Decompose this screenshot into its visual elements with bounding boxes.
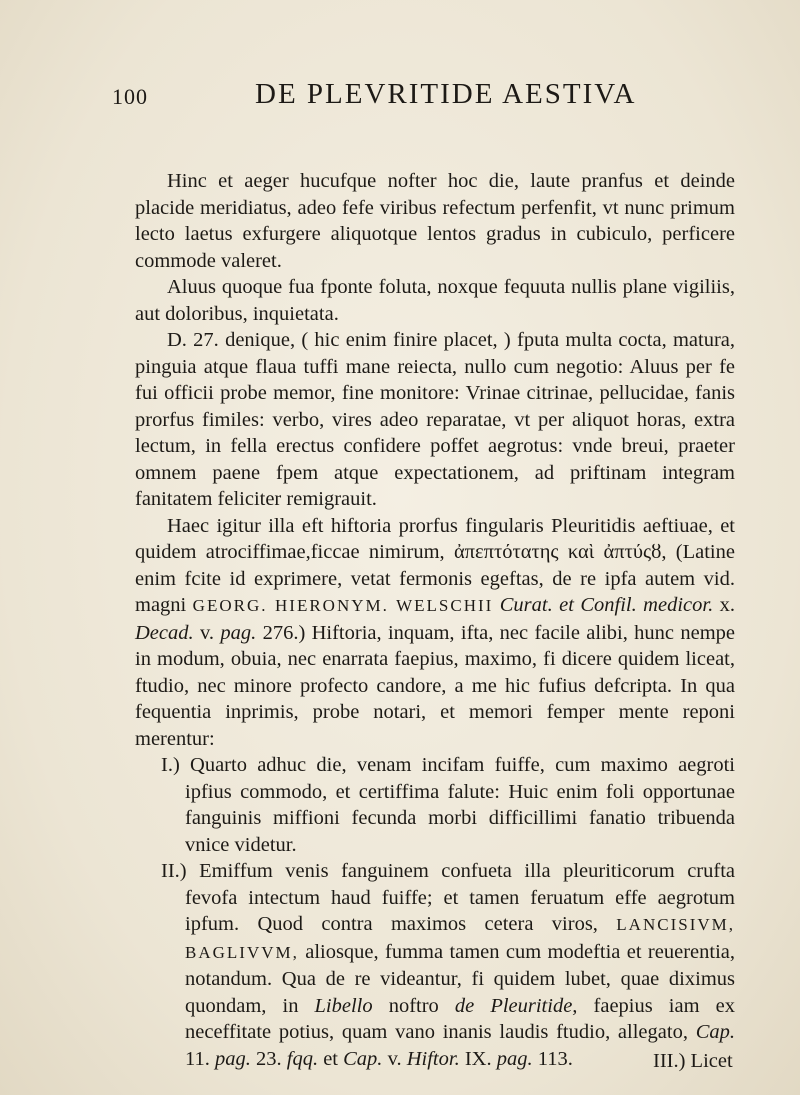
paragraph-4: Haec igitur illa eft hiftoria prorfus fingularis Pleuritidis aeftiuae, et quidem atrociffimae,ficcae nimirum, ἀπεπτότατης καὶ ἀπτύςȣ, (Latine enim fcite id exprimere, vetat fermonis egeftas, de re ipfa autem vid. magni GEORG. HIERONYM. WELSCHII Curat. et Confil. medicor. x. Decad. v. pag. 276.) Hiftoria, inquam, ifta, nec facile alibi, hunc nempe in modum, obuia, nec enarrata faepius, maximo, fi dicere quidem liceat, ftudio, nec minore profecto candore, a me hic fufius defcripta. In qua fequentia inprimis, probe notari, et memori femper mente reponi merentur: xyxy=(135,514,736,750)
greek-phrase: ἀπεπτότατης καὶ ἀπτύςȣ xyxy=(453,541,662,563)
author-name: GEORG. HIERONYM. WELSCHII xyxy=(192,596,494,615)
catchword: III.) Licet xyxy=(653,1050,733,1072)
page-header xyxy=(0,78,800,118)
list-item-2: II.) Emiffum venis fanguinem confueta illa pleuriticorum crufta fevofa intectum haud fuiffe; et tamen feruatum effe aegrotum ipfum. Quod contra maximos cetera viros, LANCISIVM, BAGLIVVM, aliosque, fumma tamen cum modeftia et reuerentia, notandum. Qua de re videantur, fi quidem lubet, quae diximus quondam, in Libello noftro de Pleuritide, faepius iam ex neceffitate potius, quam vano inanis laudis ftudio, allegato, Cap. 11. pag. 23. fqq. et Cap. v. Hiftor. IX. pag. 113. xyxy=(161,860,735,1070)
paragraph-1: Hinc et aeger hucufque nofter hoc die, laute pranfus et deinde placide meridiatus, adeo fefe viribus refectum perfenfit, vt nunc primum lecto laetus exfurgere aliquotque lentos gradus in cubiculo, perficere commode valeret. xyxy=(135,170,735,272)
list-item-1: I.) Quarto adhuc die, venam incifam fuiffe, cum maximo aegroti ipfius commodo, et certiffima falute: Huic enim foli opportunae fanguinis miffioni fecunda morbi difficillimi fanatio tribuenda vnice videtur. xyxy=(161,754,735,856)
page-number: 100 xyxy=(112,84,148,109)
author-names: LANCISIVM, BAGLIVVM, xyxy=(185,915,735,962)
paragraph-3: D. 27. denique, ( hic enim finire placet, ) fputa multa cocta, matura, pinguia atque flaua tuffi mane reiecta, nullo cum negotio: Aluus per fe fui officii probe memor, fine monitore: Vrinae citrinae, pellucidae, fanis prorfus fimiles: verbo, vires adeo reparatae, vt per aliquot horas, extra lectum, in fella erectus confidere poffet aegrotus: vnde breui, praeter omnem paene fpem atque expectationem, ad priftinam integram fanitatem feliciter remigrauit. xyxy=(135,329,735,510)
running-head: DE PLEVRITIDE AESTIVA xyxy=(255,78,637,110)
body-text xyxy=(135,168,735,1072)
paragraph-2: Aluus quoque fua fponte foluta, noxque fequuta nullis plane vigiliis, aut doloribus, inquietata. xyxy=(135,276,735,325)
